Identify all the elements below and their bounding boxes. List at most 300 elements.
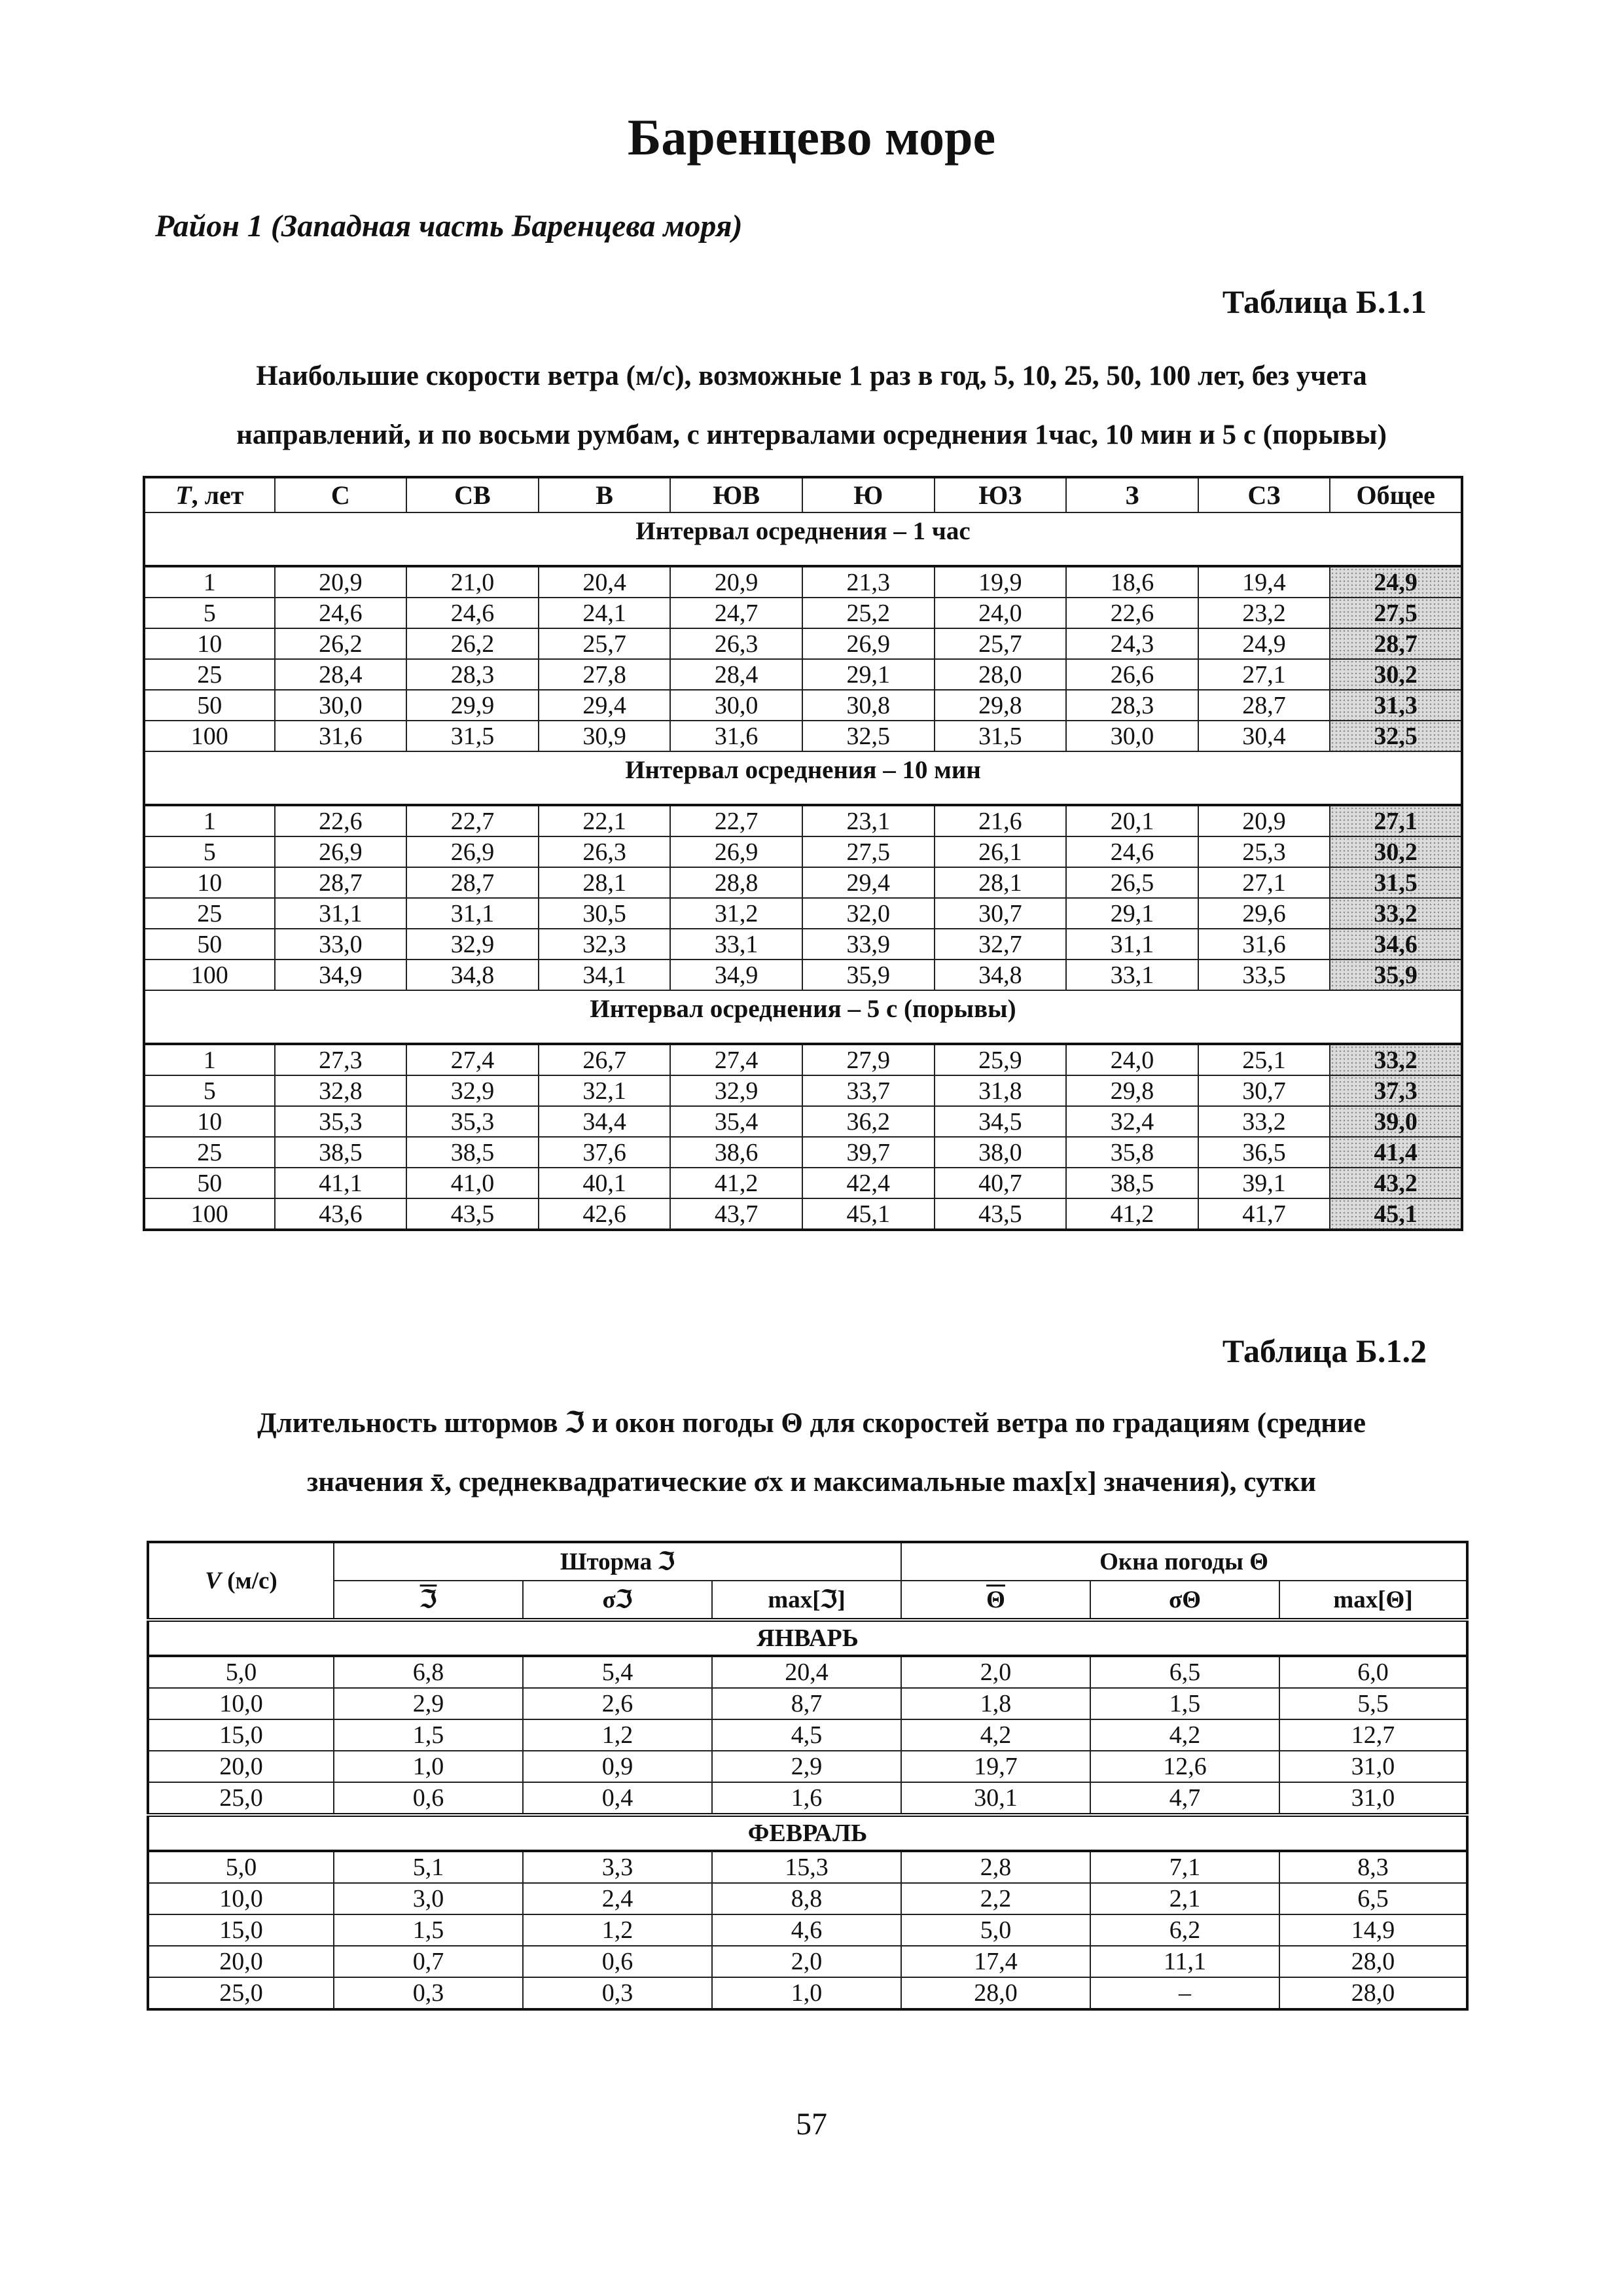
header-weather-windows: Окна погоды Θ (901, 1542, 1467, 1581)
value-cell: 32,9 (670, 1075, 802, 1106)
table-row (144, 598, 1462, 628)
value-cell: 28,0 (1279, 1977, 1467, 2009)
value-cell: 38,5 (275, 1137, 407, 1168)
value-cell: 32,4 (1066, 1106, 1198, 1137)
header-dir-ne: СВ (406, 477, 539, 512)
table-row (144, 659, 1462, 690)
header-window-mean: $\overline{\Theta}$ (901, 1581, 1090, 1620)
value-cell: 33,1 (1066, 960, 1198, 990)
value-cell: 20,4 (539, 566, 671, 598)
table-row (144, 805, 1462, 836)
period-cell: 50 (144, 690, 275, 721)
value-cell: 28,7 (1198, 690, 1330, 721)
value-cell: 41,2 (670, 1168, 802, 1198)
value-cell: 41,2 (1066, 1198, 1198, 1230)
value-cell: – (1090, 1977, 1279, 2009)
header-dir-nw: СЗ (1198, 477, 1330, 512)
table-row (148, 1914, 1467, 1946)
value-cell: 33,5 (1198, 960, 1330, 990)
table2-caption-line1: Длительность штормов ℑ и окон погоды Θ для скоростей ветра по градациям (средние (257, 1408, 1366, 1439)
header-dir-w: З (1066, 477, 1198, 512)
value-cell: 29,8 (935, 690, 1067, 721)
value-cell: 0,6 (523, 1946, 712, 1977)
value-cell: 30,4 (1198, 721, 1330, 751)
value-cell: 30,0 (670, 690, 802, 721)
table-row (144, 1044, 1462, 1075)
section-header-row (144, 990, 1462, 1044)
value-cell: 14,9 (1279, 1914, 1467, 1946)
table-row (148, 1977, 1467, 2009)
wind-speed-cell: 10,0 (148, 1688, 334, 1719)
value-cell: 20,9 (1198, 805, 1330, 836)
wind-speed-cell: 5,0 (148, 1656, 334, 1688)
value-cell: 21,6 (935, 805, 1067, 836)
value-cell: 31,1 (1066, 929, 1198, 960)
value-cell: 34,8 (406, 960, 539, 990)
value-cell: 6,5 (1279, 1883, 1467, 1914)
value-cell: 26,9 (802, 628, 935, 659)
wind-speed-cell: 10,0 (148, 1883, 334, 1914)
table-row (148, 1751, 1467, 1782)
value-cell: 6,0 (1279, 1656, 1467, 1688)
value-cell: 22,6 (1066, 598, 1198, 628)
value-cell: 2,1 (1090, 1883, 1279, 1914)
value-cell: 2,4 (523, 1883, 712, 1914)
value-cell: 21,3 (802, 566, 935, 598)
value-cell: 26,7 (539, 1044, 671, 1075)
value-cell: 25,7 (935, 628, 1067, 659)
value-cell: 27,5 (802, 836, 935, 867)
value-cell: 32,0 (802, 898, 935, 929)
value-cell: 39,7 (802, 1137, 935, 1168)
value-cell: 34,1 (539, 960, 671, 990)
value-cell: 38,5 (1066, 1168, 1198, 1198)
value-cell: 26,3 (670, 628, 802, 659)
value-cell: 22,7 (670, 805, 802, 836)
period-cell: 1 (144, 1044, 275, 1075)
table1-caption-line2: направлений, и по восьми румбам, с интервалами осреднения 1час, 10 мин и 5 с (порывы) (236, 420, 1387, 450)
table-row (144, 929, 1462, 960)
value-cell: 26,5 (1066, 867, 1198, 898)
value-cell: 7,1 (1090, 1851, 1279, 1883)
wind-speed-cell: 15,0 (148, 1719, 334, 1751)
storm-duration-table (147, 1541, 1469, 2011)
wind-speed-cell: 25,0 (148, 1977, 334, 2009)
value-cell: 27,8 (539, 659, 671, 690)
value-cell: 1,5 (334, 1914, 523, 1946)
value-cell: 20,1 (1066, 805, 1198, 836)
value-cell: 28,7 (406, 867, 539, 898)
value-cell: 26,9 (275, 836, 407, 867)
total-cell: 34,6 (1330, 929, 1462, 960)
value-cell: 31,1 (406, 898, 539, 929)
value-cell: 27,4 (406, 1044, 539, 1075)
value-cell: 4,6 (712, 1914, 901, 1946)
table2-caption (137, 1394, 1486, 1512)
value-cell: 40,7 (935, 1168, 1067, 1198)
value-cell: 35,3 (406, 1106, 539, 1137)
value-cell: 15,3 (712, 1851, 901, 1883)
wind-speed-table (143, 476, 1463, 1231)
value-cell: 31,8 (935, 1075, 1067, 1106)
value-cell: 0,3 (334, 1977, 523, 2009)
table-row (144, 898, 1462, 929)
value-cell: 28,7 (275, 867, 407, 898)
value-cell: 24,3 (1066, 628, 1198, 659)
table-row (148, 1946, 1467, 1977)
value-cell: 34,5 (935, 1106, 1067, 1137)
value-cell: 22,7 (406, 805, 539, 836)
section-title: Интервал осреднения – 5 с (порывы) (144, 990, 1462, 1044)
value-cell: 29,9 (406, 690, 539, 721)
value-cell: 42,6 (539, 1198, 671, 1230)
value-cell: 31,6 (670, 721, 802, 751)
table-row (144, 566, 1462, 598)
value-cell: 35,8 (1066, 1137, 1198, 1168)
value-cell: 30,1 (901, 1782, 1090, 1815)
value-cell: 31,6 (275, 721, 407, 751)
value-cell: 35,9 (802, 960, 935, 990)
value-cell: 28,4 (670, 659, 802, 690)
value-cell: 31,0 (1279, 1782, 1467, 1815)
header-wind-speed: V (м/с) (148, 1542, 334, 1620)
value-cell: 29,4 (539, 690, 671, 721)
period-cell: 50 (144, 1168, 275, 1198)
value-cell: 1,5 (334, 1719, 523, 1751)
value-cell: 0,4 (523, 1782, 712, 1815)
period-cell: 5 (144, 598, 275, 628)
value-cell: 24,9 (1198, 628, 1330, 659)
table1-header (144, 477, 1462, 512)
value-cell: 24,6 (275, 598, 407, 628)
value-cell: 24,6 (1066, 836, 1198, 867)
wind-speed-cell: 25,0 (148, 1782, 334, 1815)
value-cell: 19,9 (935, 566, 1067, 598)
value-cell: 33,9 (802, 929, 935, 960)
value-cell: 5,1 (334, 1851, 523, 1883)
value-cell: 29,1 (802, 659, 935, 690)
value-cell: 31,1 (275, 898, 407, 929)
value-cell: 22,1 (539, 805, 671, 836)
value-cell: 21,0 (406, 566, 539, 598)
table-row (144, 960, 1462, 990)
value-cell: 20,9 (275, 566, 407, 598)
value-cell: 17,4 (901, 1946, 1090, 1977)
value-cell: 29,4 (802, 867, 935, 898)
value-cell: 30,9 (539, 721, 671, 751)
period-cell: 10 (144, 867, 275, 898)
value-cell: 33,1 (670, 929, 802, 960)
section-title: Интервал осреднения – 10 мин (144, 751, 1462, 805)
value-cell: 26,9 (406, 836, 539, 867)
table-row (148, 1782, 1467, 1815)
value-cell: 4,2 (901, 1719, 1090, 1751)
value-cell: 40,1 (539, 1168, 671, 1198)
value-cell: 1,8 (901, 1688, 1090, 1719)
value-cell: 34,9 (275, 960, 407, 990)
value-cell: 38,0 (935, 1137, 1067, 1168)
value-cell: 26,1 (935, 836, 1067, 867)
value-cell: 30,5 (539, 898, 671, 929)
total-cell: 27,5 (1330, 598, 1462, 628)
value-cell: 41,0 (406, 1168, 539, 1198)
value-cell: 1,0 (712, 1977, 901, 2009)
value-cell: 25,9 (935, 1044, 1067, 1075)
value-cell: 30,0 (1066, 721, 1198, 751)
value-cell: 38,6 (670, 1137, 802, 1168)
period-cell: 1 (144, 805, 275, 836)
header-dir-sw: ЮЗ (935, 477, 1067, 512)
table-row (144, 721, 1462, 751)
value-cell: 0,6 (334, 1782, 523, 1815)
value-cell: 36,2 (802, 1106, 935, 1137)
value-cell: 24,0 (935, 598, 1067, 628)
total-cell: 41,4 (1330, 1137, 1462, 1168)
value-cell: 3,3 (523, 1851, 712, 1883)
period-cell: 25 (144, 898, 275, 929)
value-cell: 27,1 (1198, 659, 1330, 690)
section-title: Интервал осреднения – 1 час (144, 512, 1462, 566)
value-cell: 31,5 (935, 721, 1067, 751)
value-cell: 24,7 (670, 598, 802, 628)
value-cell: 19,4 (1198, 566, 1330, 598)
value-cell: 32,7 (935, 929, 1067, 960)
value-cell: 28,8 (670, 867, 802, 898)
table2-header (148, 1542, 1467, 1620)
value-cell: 2,6 (523, 1688, 712, 1719)
value-cell: 2,2 (901, 1883, 1090, 1914)
header-storm-max: max[ℑ] (712, 1581, 901, 1620)
table-row (144, 1106, 1462, 1137)
value-cell: 2,9 (712, 1751, 901, 1782)
month-title: ФЕВРАЛЬ (148, 1815, 1467, 1851)
value-cell: 45,1 (802, 1198, 935, 1230)
total-cell: 45,1 (1330, 1198, 1462, 1230)
month-header-row (148, 1620, 1467, 1656)
header-dir-e: В (539, 477, 671, 512)
value-cell: 35,3 (275, 1106, 407, 1137)
value-cell: 25,3 (1198, 836, 1330, 867)
value-cell: 4,2 (1090, 1719, 1279, 1751)
value-cell: 2,9 (334, 1688, 523, 1719)
value-cell: 8,8 (712, 1883, 901, 1914)
value-cell: 5,0 (901, 1914, 1090, 1946)
total-cell: 31,3 (1330, 690, 1462, 721)
value-cell: 33,2 (1198, 1106, 1330, 1137)
wind-speed-cell: 20,0 (148, 1946, 334, 1977)
value-cell: 33,0 (275, 929, 407, 960)
value-cell: 32,5 (802, 721, 935, 751)
value-cell: 26,3 (539, 836, 671, 867)
header-window-max: max[Θ] (1279, 1581, 1467, 1620)
period-cell: 5 (144, 836, 275, 867)
table-row (144, 1075, 1462, 1106)
value-cell: 24,0 (1066, 1044, 1198, 1075)
month-title: ЯНВАРЬ (148, 1620, 1467, 1656)
value-cell: 28,0 (901, 1977, 1090, 2009)
value-cell: 30,7 (1198, 1075, 1330, 1106)
header-storm-sigma: σℑ (523, 1581, 712, 1620)
value-cell: 26,6 (1066, 659, 1198, 690)
table1-label: Таблица Б.1.1 (1222, 283, 1427, 320)
wind-speed-cell: 20,0 (148, 1751, 334, 1782)
period-cell: 50 (144, 929, 275, 960)
value-cell: 1,0 (334, 1751, 523, 1782)
value-cell: 27,9 (802, 1044, 935, 1075)
table-row (144, 1168, 1462, 1198)
period-cell: 10 (144, 1106, 275, 1137)
value-cell: 32,1 (539, 1075, 671, 1106)
value-cell: 28,3 (1066, 690, 1198, 721)
value-cell: 24,6 (406, 598, 539, 628)
value-cell: 6,8 (334, 1656, 523, 1688)
table-row (144, 628, 1462, 659)
value-cell: 38,5 (406, 1137, 539, 1168)
section-header-row (144, 512, 1462, 566)
period-cell: 10 (144, 628, 275, 659)
header-storms: Шторма ℑ (334, 1542, 901, 1581)
table-row (148, 1656, 1467, 1688)
table-row (144, 836, 1462, 867)
header-dir-n: С (275, 477, 407, 512)
header-dir-se: ЮВ (670, 477, 802, 512)
value-cell: 6,5 (1090, 1656, 1279, 1688)
value-cell: 27,4 (670, 1044, 802, 1075)
value-cell: 20,4 (712, 1656, 901, 1688)
period-cell: 100 (144, 960, 275, 990)
total-cell: 33,2 (1330, 1044, 1462, 1075)
wind-speed-cell: 15,0 (148, 1914, 334, 1946)
value-cell: 43,5 (406, 1198, 539, 1230)
value-cell: 6,2 (1090, 1914, 1279, 1946)
value-cell: 31,2 (670, 898, 802, 929)
value-cell: 41,7 (1198, 1198, 1330, 1230)
value-cell: 29,8 (1066, 1075, 1198, 1106)
value-cell: 36,5 (1198, 1137, 1330, 1168)
header-storm-mean: ℑ (334, 1581, 523, 1620)
value-cell: 4,5 (712, 1719, 901, 1751)
value-cell: 32,9 (406, 929, 539, 960)
total-cell: 39,0 (1330, 1106, 1462, 1137)
value-cell: 11,1 (1090, 1946, 1279, 1977)
value-cell: 19,7 (901, 1751, 1090, 1782)
value-cell: 20,9 (670, 566, 802, 598)
table-row (148, 1851, 1467, 1883)
value-cell: 43,5 (935, 1198, 1067, 1230)
table1-caption (137, 347, 1486, 465)
value-cell: 43,6 (275, 1198, 407, 1230)
header-total: Общее (1330, 477, 1462, 512)
value-cell: 26,2 (406, 628, 539, 659)
value-cell: 31,5 (406, 721, 539, 751)
value-cell: 25,1 (1198, 1044, 1330, 1075)
value-cell: 1,2 (523, 1719, 712, 1751)
value-cell: 30,7 (935, 898, 1067, 929)
value-cell: 18,6 (1066, 566, 1198, 598)
value-cell: 37,6 (539, 1137, 671, 1168)
total-cell: 24,9 (1330, 566, 1462, 598)
total-cell: 30,2 (1330, 836, 1462, 867)
value-cell: 2,8 (901, 1851, 1090, 1883)
value-cell: 0,7 (334, 1946, 523, 1977)
table-row (148, 1719, 1467, 1751)
table-row (144, 1198, 1462, 1230)
value-cell: 31,6 (1198, 929, 1330, 960)
value-cell: 28,3 (406, 659, 539, 690)
table1-caption-line1: Наибольшие скорости ветра (м/с), возможные 1 раз в год, 5, 10, 25, 50, 100 лет, без учета (256, 361, 1367, 391)
value-cell: 22,6 (275, 805, 407, 836)
value-cell: 27,1 (1198, 867, 1330, 898)
section-header-row (144, 751, 1462, 805)
table2-label: Таблица Б.1.2 (1222, 1333, 1427, 1369)
value-cell: 3,0 (334, 1883, 523, 1914)
value-cell: 24,1 (539, 598, 671, 628)
value-cell: 0,9 (523, 1751, 712, 1782)
total-cell: 30,2 (1330, 659, 1462, 690)
value-cell: 34,4 (539, 1106, 671, 1137)
total-cell: 43,2 (1330, 1168, 1462, 1198)
period-cell: 100 (144, 1198, 275, 1230)
total-cell: 35,9 (1330, 960, 1462, 990)
total-cell: 27,1 (1330, 805, 1462, 836)
table2-body (148, 1620, 1467, 2009)
value-cell: 35,4 (670, 1106, 802, 1137)
value-cell: 28,0 (1279, 1946, 1467, 1977)
value-cell: 29,1 (1066, 898, 1198, 929)
value-cell: 34,9 (670, 960, 802, 990)
value-cell: 23,1 (802, 805, 935, 836)
value-cell: 26,2 (275, 628, 407, 659)
header-window-sigma: σΘ (1090, 1581, 1279, 1620)
total-cell: 37,3 (1330, 1075, 1462, 1106)
value-cell: 34,8 (935, 960, 1067, 990)
period-cell: 25 (144, 659, 275, 690)
value-cell: 1,5 (1090, 1688, 1279, 1719)
region-heading: Район 1 (Западная часть Баренцева моря) (155, 209, 743, 243)
value-cell: 30,8 (802, 690, 935, 721)
value-cell: 8,3 (1279, 1851, 1467, 1883)
value-cell: 5,4 (523, 1656, 712, 1688)
value-cell: 5,5 (1279, 1688, 1467, 1719)
table-row (148, 1688, 1467, 1719)
value-cell: 8,7 (712, 1688, 901, 1719)
period-cell: 5 (144, 1075, 275, 1106)
total-cell: 32,5 (1330, 721, 1462, 751)
value-cell: 25,7 (539, 628, 671, 659)
value-cell: 1,6 (712, 1782, 901, 1815)
value-cell: 1,2 (523, 1914, 712, 1946)
header-dir-s: Ю (802, 477, 935, 512)
total-cell: 31,5 (1330, 867, 1462, 898)
month-header-row (148, 1815, 1467, 1851)
value-cell: 28,1 (539, 867, 671, 898)
value-cell: 41,1 (275, 1168, 407, 1198)
value-cell: 28,4 (275, 659, 407, 690)
page-number: 57 (796, 2107, 827, 2142)
total-cell: 28,7 (1330, 628, 1462, 659)
total-cell: 33,2 (1330, 898, 1462, 929)
value-cell: 31,0 (1279, 1751, 1467, 1782)
value-cell: 32,8 (275, 1075, 407, 1106)
table-row (144, 867, 1462, 898)
page-title: Баренцево море (627, 109, 996, 166)
value-cell: 4,7 (1090, 1782, 1279, 1815)
value-cell: 23,2 (1198, 598, 1330, 628)
value-cell: 2,0 (901, 1656, 1090, 1688)
value-cell: 26,9 (670, 836, 802, 867)
value-cell: 29,6 (1198, 898, 1330, 929)
value-cell: 0,3 (523, 1977, 712, 2009)
